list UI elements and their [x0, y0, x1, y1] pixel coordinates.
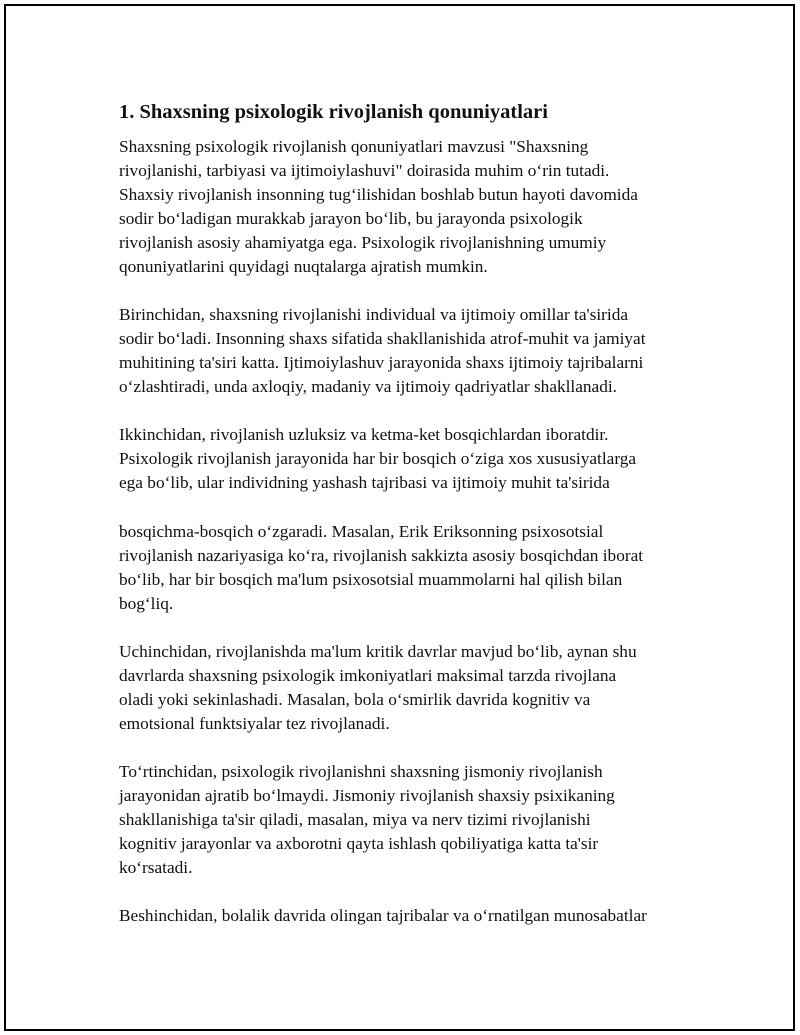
- text-line: rivojlanish nazariyasiga ko‘ra, rivojlanish sakkizta asosiy bosqichdan iborat: [119, 546, 644, 565]
- text-line: muhitining ta'siri katta. Ijtimoiylashuv jarayonida shaxs ijtimoiy tajribalarni: [119, 353, 644, 372]
- text-line: Beshinchidan, bolalik davrida olingan tajribalar va o‘rnatilgan munosabatlar: [119, 906, 647, 925]
- paragraph-intro: [119, 135, 694, 279]
- text-line: rivojlanish asosiy ahamiyatga ega. Psixologik rivojlanishning umumiy: [119, 233, 607, 252]
- text-line: oladi yoki sekinlashadi. Masalan, bola o‘smirlik davrida kognitiv va: [119, 690, 591, 709]
- paragraph-gap: [119, 880, 694, 904]
- text-line: qonuniyatlarini quyidagi nuqtalarga ajratish mumkin.: [119, 257, 488, 276]
- paragraph-third: [119, 640, 694, 736]
- paragraph-gap: [119, 399, 694, 423]
- paragraph-gap: [119, 736, 694, 760]
- paragraph-second: [119, 423, 694, 495]
- paragraph-fifth: [119, 904, 694, 928]
- text-line: jarayonidan ajratib bo‘lmaydi. Jismoniy rivojlanish shaxsiy psixikaning: [119, 786, 615, 805]
- text-line: Psixologik rivojlanish jarayonida har bir bosqich o‘ziga xos xususiyatlarga: [119, 449, 637, 468]
- text-line: shakllanishiga ta'sir qiladi, masalan, miya va nerv tizimi rivojlanishi: [119, 810, 591, 829]
- paragraph-first: [119, 303, 694, 399]
- section-heading: 1. Shaxsning psixologik rivojlanish qonuniyatlari: [119, 101, 548, 123]
- text-line: kognitiv jarayonlar va axborotni qayta ishlash qobiliyatiga katta ta'sir: [119, 834, 599, 853]
- text-line: Shaxsning psixologik rivojlanish qonuniyatlari mavzusi "Shaxsning: [119, 137, 589, 156]
- text-line: Uchinchidan, rivojlanishda ma'lum kritik davrlar mavjud bo‘lib, aynan shu: [119, 642, 637, 661]
- paragraph-gap: [119, 616, 694, 640]
- text-line: emotsional funktsiyalar tez rivojlanadi.: [119, 714, 390, 733]
- text-line: Shaxsiy rivojlanish insonning tug‘ilishidan boshlab butun hayoti davomida: [119, 185, 638, 204]
- paragraph-fourth: [119, 760, 694, 880]
- text-line: sodir bo‘ladigan murakkab jarayon bo‘lib, bu jarayonda psixologik: [119, 209, 583, 228]
- text-line: Birinchidan, shaxsning rivojlanishi individual va ijtimoiy omillar ta'sirida: [119, 305, 629, 324]
- text-line: ko‘rsatadi.: [119, 858, 193, 877]
- page-frame: [4, 4, 795, 1031]
- text-line: bog‘liq.: [119, 594, 174, 613]
- text-line: Ikkinchidan, rivojlanish uzluksiz va ketma-ket bosqichlardan iboratdir.: [119, 425, 609, 444]
- text-line: To‘rtinchidan, psixologik rivojlanishni shaxsning jismoniy rivojlanish: [119, 762, 603, 781]
- text-line: bo‘lib, har bir bosqich ma'lum psixosotsial muammolarni hal qilish bilan: [119, 570, 623, 589]
- text-line: rivojlanishi, tarbiyasi va ijtimoiylashuvi" doirasida muhim o‘rin tutadi.: [119, 161, 610, 180]
- text-line: davrlarda shaxsning psixologik imkoniyatlari maksimal tarzda rivojlana: [119, 666, 617, 685]
- text-line: o‘zlashtiradi, unda axloqiy, madaniy va ijtimoiy qadriyatlar shakllanadi.: [119, 377, 617, 396]
- text-line: ega bo‘lib, ular individning yashash tajribasi va ijtimoiy muhit ta'sirida: [119, 473, 610, 492]
- paragraph-gap: [119, 279, 694, 303]
- document-body: [119, 98, 694, 928]
- page-break-gap: [119, 495, 694, 520]
- text-line: sodir bo‘ladi. Insonning shaxs sifatida shakllanishida atrof-muhit va jamiyat: [119, 329, 646, 348]
- text-line: bosqichma-bosqich o‘zgaradi. Masalan, Erik Eriksonning psixosotsial: [119, 522, 604, 541]
- paragraph-second-continued: [119, 520, 694, 616]
